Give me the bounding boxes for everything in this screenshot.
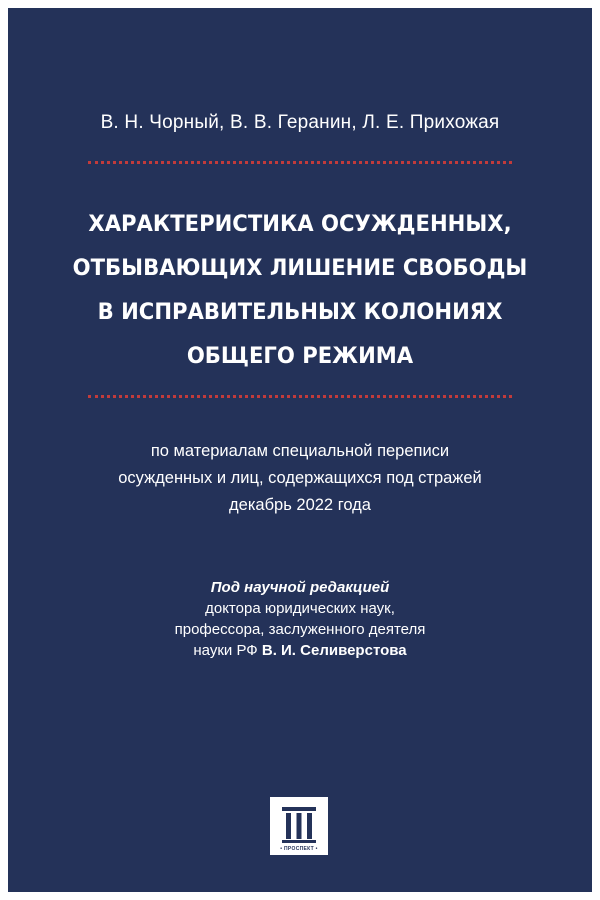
bottom-dotted-divider xyxy=(88,395,512,398)
editorial-line xyxy=(8,640,592,661)
title-line: ХАРАКТЕРИСТИКА ОСУЖДЕННЫХ, xyxy=(88,211,512,237)
editor-name: В. И. Селиверстова xyxy=(261,642,407,659)
editorial-heading: Под научной редакцией xyxy=(210,579,390,596)
subtitle-line: осужденных и лиц, содержащихся под стражей xyxy=(118,469,482,487)
subtitle-line: по материалам специальной переписи xyxy=(150,442,450,460)
title-line: ОТБЫВАЮЩИХ ЛИШЕНИЕ СВОБОДЫ xyxy=(72,255,528,281)
book-title xyxy=(54,202,547,378)
subtitle xyxy=(8,438,592,519)
editorial-line: доктора юридических наук, xyxy=(205,600,395,617)
editorial-credit xyxy=(8,577,592,661)
title-line: В ИСПРАВИТЕЛЬНЫХ КОЛОНИЯХ xyxy=(97,299,503,325)
editorial-prefix: науки РФ xyxy=(193,642,262,659)
editorial-line: профессора, заслуженного деятеля xyxy=(174,621,426,638)
publisher-logo xyxy=(270,797,328,855)
title-line: ОБЩЕГО РЕЖИМА xyxy=(186,343,414,369)
publisher-name: • ПРОСПЕКТ • xyxy=(280,846,318,852)
book-cover xyxy=(8,8,592,892)
authors: В. Н. Чорный, В. В. Геранин, Л. Е. Прихожая xyxy=(100,112,500,133)
top-dotted-divider xyxy=(88,161,512,164)
subtitle-line: декабрь 2022 года xyxy=(229,496,371,514)
